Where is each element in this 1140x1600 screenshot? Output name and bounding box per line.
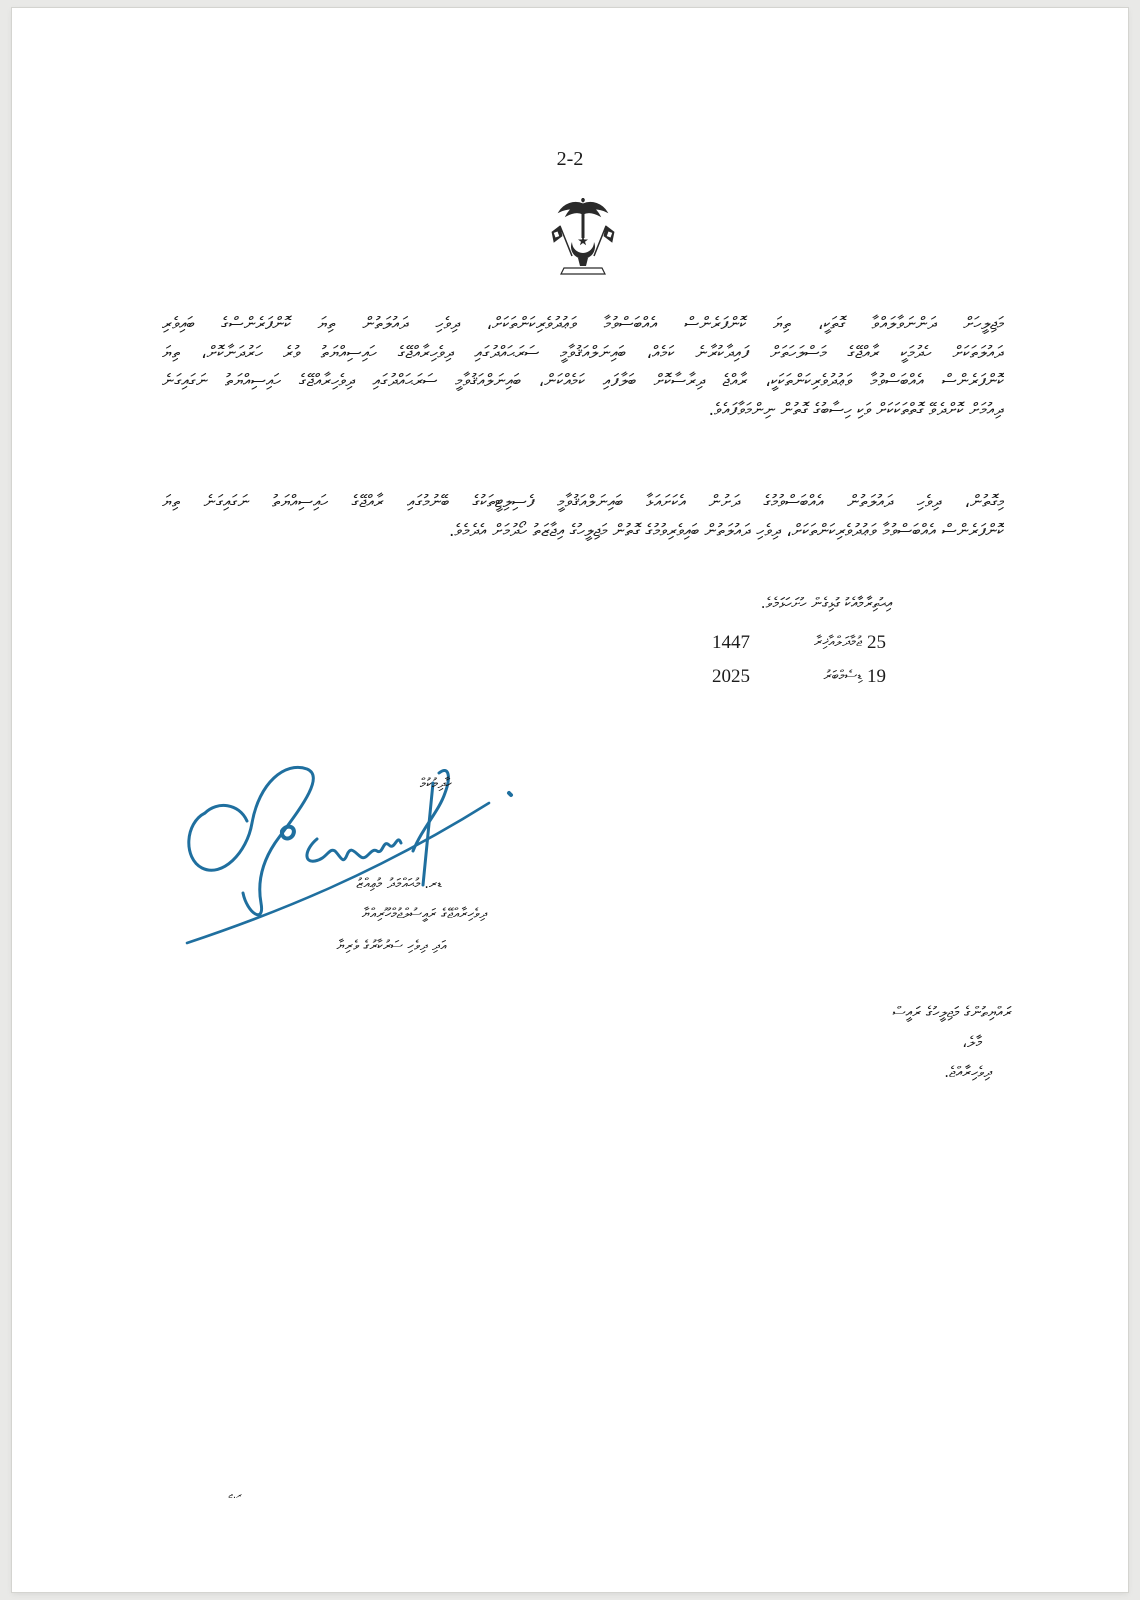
gregorian-date (712, 666, 892, 692)
paragraph-line: ކޮންފަރެންސް އެއްބަސްވުމާ ވަޢުދުވެރިކަންތަކަށް، ދިވެހި ދައުލަތުން ބައިވެރިވުމުގެ ގޮތުން މަޖިލީހުގެ އިޖާޒަތު ހޯދުމަށް އެދެމެވެ. (448, 520, 1004, 541)
paragraph-line: މިގޮތުން، ދިވެހި ދައުލަތުން އެއްބަސްވުމުގެ ދަށުން އެކަށައަޅާ ބައިނަލްއަޤުވާމީ ފެސިލިޓީތަކުގެ ބޭނުމުގައި ރާއްޖޭގެ ހައިސިއްޔަތު ނަގައިގަނެ ތިޔަ (162, 492, 1004, 512)
hijri-month: ޖުމާދަލްއާޚިރާ (814, 634, 862, 650)
hijri-day: 25 (867, 632, 886, 653)
hijri-date (712, 632, 892, 658)
paragraph-line: ދައުލަތަކަށް ހެދުމަކީ ރާއްޖޭގެ މަސްލަހަތަށް ފައިދާކުރާނެ ކަމެއް، ބައިނަލްއަޤުވާމީ ސަރަޙައްދުގައި ދިވެހިރާއްޖޭގެ ހައިސިއްޔަތު ވުރެ ހަރުދަނާކޮށް، ތިޔަ (162, 342, 1004, 363)
paragraph-line: މަޖިލީހަށް ދަންނަވާލައްވާ ގޮތަކީ، ތިޔަ ކޮންފަރެންސް އެއްބަސްވުމާ ވަޢުދުވެރިކަންތަކަށް، ދިވެހި ދައުލަތުން ތިޔަ ކޮންފަރެންސްގެ ބައިވެރި (162, 314, 1004, 334)
addressee-line: ދިވެހިރާއްޖެ. (944, 1063, 992, 1081)
state-emblem (550, 198, 616, 284)
body-paragraph-2 (162, 488, 1004, 545)
gregorian-year: 2025 (712, 666, 750, 687)
closing-lead: އިޙުތިރާމާއެކު ގުޅިގެން ހުށަހަޅަމެވެ. (760, 594, 892, 612)
signatory-name: ޑރ. މުޙައްމަދު މުޢިއްޒު (356, 876, 442, 892)
addressee-line: ރައްޔިތުންގެ މަޖިލީހުގެ ރައީސް (892, 1003, 1012, 1021)
paragraph-line: ދިއުމަށް ކޮށްދެވޭ ގޮތްތަކަކަށް ވަކި ހިސާބުގެ ގޮތުން ނިންމަވާފައެވެ. (708, 399, 1004, 420)
body-paragraph-1 (162, 310, 1004, 424)
addressee-line: މާލެ، (962, 1033, 982, 1051)
page-number: 2-2 (556, 148, 584, 170)
hijri-year: 1447 (712, 632, 750, 653)
signature-honorific: ހާދިމުކުމް (419, 776, 452, 792)
paragraph-line: ކޮންފަރެންސް އެއްބަސްވުމާ ވަޢުދުވެރިކަންތަކަކީ، ރާއްޖެ ދިރާސާކޮށް ބަލާފައި ކަމެއްކަން، ބައިނަލްއަޤުވާމީ ސަރަޙައްދުގައި ދިވެހިރާއްޖޭގެ ހައިސިއްޔަތު ނަގައިގަނެ (162, 371, 1004, 391)
gregorian-month: ޑިސެމްބަރު (823, 668, 862, 684)
footer-reference: ރ.ޖ (228, 1490, 242, 1501)
signatory-title: އަދި ދިވެހި ސަރުކާރުގެ ވެރިޔާ (336, 938, 447, 954)
document-page (12, 8, 1128, 1592)
signatory-title: ދިވެހިރާއްޖޭގެ ރައީސުލްޖުމްހޫރިއްޔާ (361, 906, 487, 922)
gregorian-day: 19 (867, 666, 886, 687)
